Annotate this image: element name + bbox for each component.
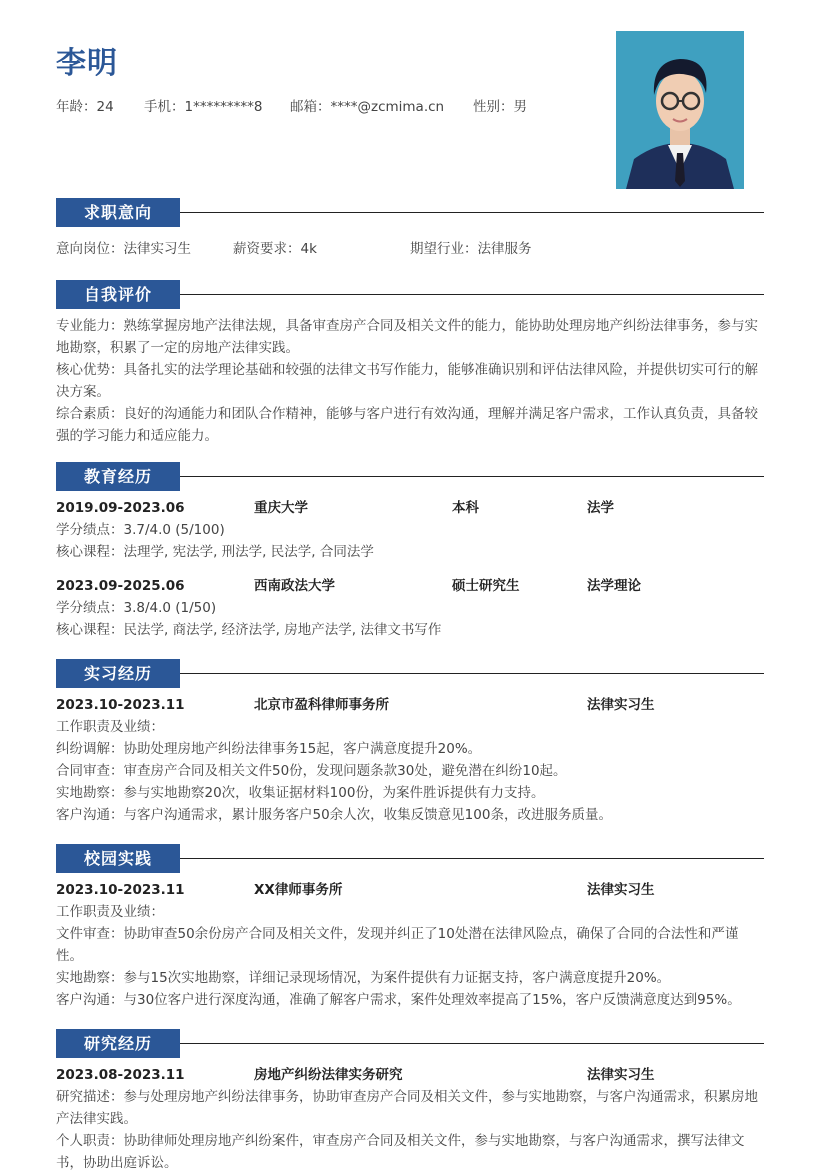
section-header — [56, 198, 764, 227]
campus-line: 文件审查：协助审查50余份房产合同及相关文件，发现并纠正了10处潜在法律风险点，确保了合同的合法性和严谨性。 — [56, 926, 739, 964]
edu-major: 法学 — [587, 500, 614, 516]
intern-org: 北京市盈科律师事务所 — [254, 697, 389, 713]
candidate-name: 李明 — [56, 46, 118, 81]
section-divider — [180, 212, 764, 213]
intern-line: 实地勘察：参与实地勘察20次，收集证据材料100份，为案件胜诉提供有力支持。 — [56, 785, 545, 801]
section-job-intent — [56, 198, 764, 260]
basic-info — [56, 95, 527, 115]
edu-courses: 核心课程：民法学, 商法学, 经济法学, 房地产法学, 法律文书写作 — [56, 622, 442, 638]
research-period: 2023.08-2023.11 — [56, 1067, 185, 1083]
section-header — [56, 659, 764, 688]
section-divider — [180, 673, 764, 674]
campus-role: 法律实习生 — [587, 882, 655, 898]
section-campus-practice — [56, 844, 764, 1011]
intern-line: 纠纷调解：协助处理房地产纠纷法律事务15起，客户满意度提升20%。 — [56, 741, 482, 757]
age-field: 年龄：24 — [56, 99, 114, 115]
edu-courses: 核心课程：法理学, 宪法学, 刑法学, 民法学, 合同法学 — [56, 544, 374, 560]
self-eval-paragraph: 综合素质：良好的沟通能力和团队合作精神，能够与客户进行有效沟通，理解并满足客户需求，工作认真负责，具备较强的学习能力和适应能力。 — [56, 406, 758, 444]
campus-org: XX律师事务所 — [254, 882, 343, 898]
intent-industry: 期望行业：法律服务 — [410, 241, 532, 257]
research-topic: 房地产纠纷法律实务研究 — [254, 1067, 403, 1083]
section-divider — [180, 294, 764, 295]
intern-period: 2023.10-2023.11 — [56, 697, 185, 713]
intent-position: 意向岗位：法律实习生 — [56, 241, 191, 257]
research-line: 研究描述：参与处理房地产纠纷法律事务，协助审查房产合同及相关文件，参与实地勘察，与客户沟通需求，积累房地产法律实践。 — [56, 1089, 758, 1127]
section-divider — [180, 1043, 764, 1044]
campus-line: 实地勘察：参与15次实地勘察，详细记录现场情况，为案件提供有力证据支持，客户满意度提升20%。 — [56, 970, 671, 986]
section-research — [56, 1029, 764, 1174]
job-intent-row — [56, 238, 764, 260]
campus-line: 客户沟通：与30位客户进行深度沟通，准确了解客户需求，案件处理效率提高了15%，客户反馈满意度达到95%。 — [56, 992, 741, 1008]
edu-degree: 本科 — [452, 500, 479, 516]
edu-gpa: 学分绩点：3.8/4.0 (1/50) — [56, 600, 217, 616]
education-entry — [56, 497, 764, 563]
edu-period: 2023.09-2025.06 — [56, 578, 185, 594]
section-header — [56, 1029, 764, 1058]
edu-major: 法学理论 — [587, 578, 641, 594]
section-header — [56, 844, 764, 873]
phone-field: 手机：1*********8 — [144, 99, 263, 115]
email-field: 邮箱：****@zcmima.cn — [290, 99, 445, 115]
section-title: 求职意向 — [56, 198, 180, 227]
research-role: 法律实习生 — [587, 1067, 655, 1083]
section-header — [56, 462, 764, 491]
section-title: 校园实践 — [56, 844, 180, 873]
intern-line: 工作职责及业绩： — [56, 719, 164, 735]
section-title: 研究经历 — [56, 1029, 180, 1058]
edu-degree: 硕士研究生 — [452, 578, 520, 594]
edu-period: 2019.09-2023.06 — [56, 500, 185, 516]
intent-salary: 薪资要求：4k — [233, 241, 317, 257]
section-title: 实习经历 — [56, 659, 180, 688]
edu-gpa: 学分绩点：3.7/4.0 (5/100) — [56, 522, 225, 538]
intern-line: 客户沟通：与客户沟通需求，累计服务客户50余人次，收集反馈意见100条，改进服务质量。 — [56, 807, 612, 823]
intern-line: 合同审查：审查房产合同及相关文件50份，发现问题条款30处，避免潜在纠纷10起。 — [56, 763, 567, 779]
intern-role: 法律实习生 — [587, 697, 655, 713]
section-title: 自我评价 — [56, 280, 180, 309]
education-entry — [56, 575, 764, 641]
section-divider — [180, 858, 764, 859]
section-self-evaluation — [56, 280, 764, 447]
campus-line: 工作职责及业绩： — [56, 904, 164, 920]
edu-school: 重庆大学 — [254, 500, 308, 516]
section-title: 教育经历 — [56, 462, 180, 491]
section-education — [56, 462, 764, 641]
section-divider — [180, 476, 764, 477]
campus-period: 2023.10-2023.11 — [56, 882, 185, 898]
self-eval-paragraph: 专业能力：熟练掌握房地产法律法规，具备审查房产合同及相关文件的能力，能协助处理房地产纠纷法律事务，参与实地勘察，积累了一定的房地产法律实践。 — [56, 318, 758, 356]
section-header — [56, 280, 764, 309]
self-eval-paragraph: 核心优势：具备扎实的法学理论基础和较强的法律文书写作能力，能够准确识别和评估法律风险，并提供切实可行的解决方案。 — [56, 362, 758, 400]
section-internship — [56, 659, 764, 826]
portrait-image — [616, 31, 744, 189]
edu-school: 西南政法大学 — [254, 578, 335, 594]
research-line: 个人职责：协助律师处理房地产纠纷案件，审查房产合同及相关文件，参与实地勘察，与客户沟通需求，撰写法律文书，协助出庭诉讼。 — [56, 1133, 745, 1171]
profile-photo — [616, 31, 744, 189]
gender-field: 性别：男 — [473, 99, 527, 115]
